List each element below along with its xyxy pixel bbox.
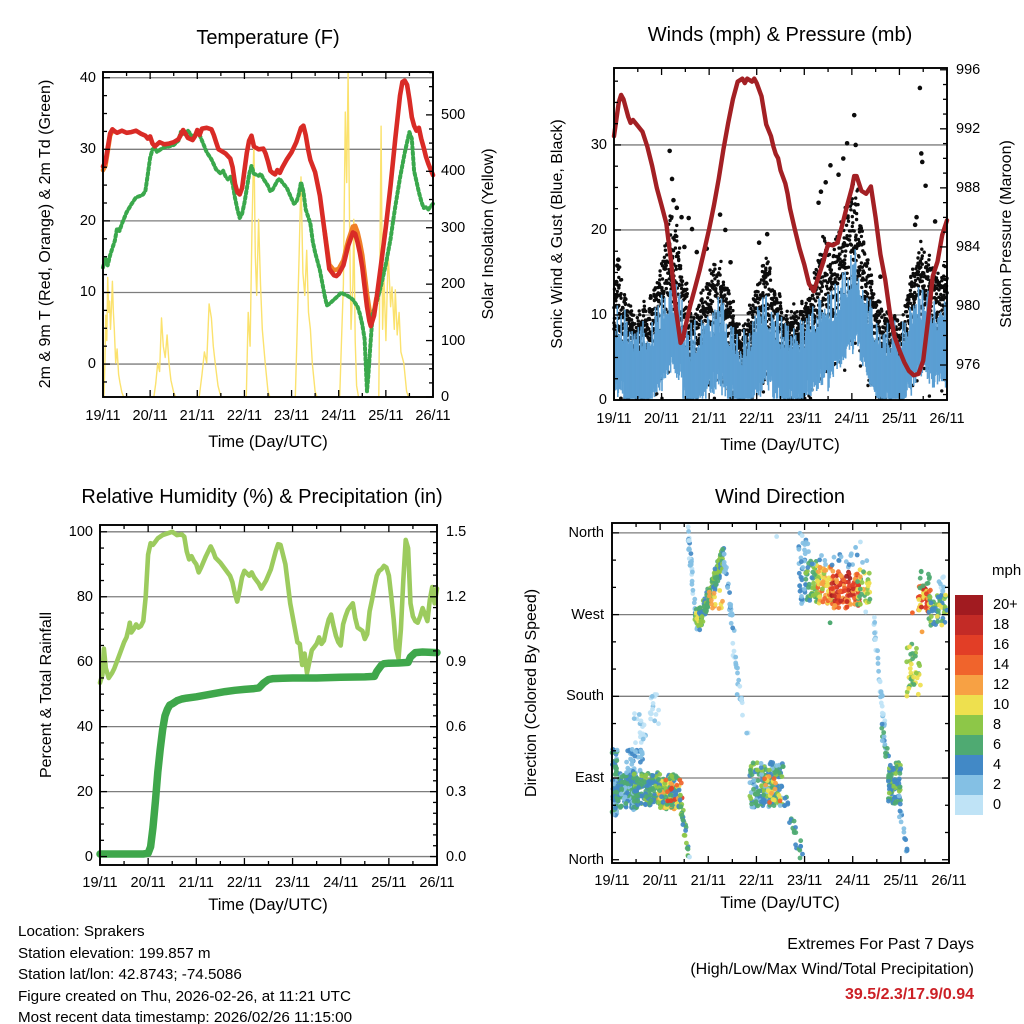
ytick-direction: North <box>568 524 604 541</box>
ytick-pressure: 976 <box>956 357 981 373</box>
xtick-winds: 20/11 <box>643 411 680 427</box>
xlabel-temperature: Time (Day/UTC) <box>208 433 328 451</box>
colorbar-tick: 12 <box>993 677 1010 693</box>
ytick-percent: 60 <box>76 653 93 670</box>
title-winds: Winds (mph) & Pressure (mb) <box>647 24 913 46</box>
xtick-humidity: 20/11 <box>130 875 166 891</box>
ylabel-humidity-left: Percent & Total Rainfall <box>38 611 55 779</box>
colorbar-segment <box>955 595 983 615</box>
xtick-winds: 19/11 <box>596 411 632 427</box>
wind-direction-plot <box>610 523 950 863</box>
colorbar-tick: 16 <box>993 637 1010 653</box>
station-location: Location: Sprakers <box>18 923 145 940</box>
title-temperature: Temperature (F) <box>196 27 340 49</box>
ytick-direction: East <box>574 770 604 787</box>
ytick-wind: 30 <box>590 136 607 153</box>
xtick-direction: 19/11 <box>594 873 630 889</box>
ytick-wind: 0 <box>598 392 607 408</box>
xtick-temp: 22/11 <box>226 408 263 424</box>
ytick-pressure: 992 <box>956 120 981 137</box>
xtick-humidity: 23/11 <box>274 875 311 891</box>
station-elevation: Station elevation: 199.857 m <box>18 944 211 962</box>
ytick-solar: 0 <box>441 389 450 405</box>
xtick-winds: 22/11 <box>739 411 775 427</box>
colorbar-tick: 18 <box>993 617 1010 633</box>
ytick-solar: 100 <box>441 332 466 349</box>
colorbar-tick: 8 <box>993 717 1002 733</box>
colorbar-segment <box>955 655 983 675</box>
winds-plot <box>612 68 948 400</box>
xtick-winds: 23/11 <box>786 411 822 427</box>
xtick-direction: 21/11 <box>690 873 726 889</box>
extremes-title: Extremes For Past 7 Days <box>787 936 974 953</box>
ytick-percent: 100 <box>68 523 93 540</box>
colorbar-tick: 0 <box>993 797 1002 813</box>
ytick-temp: 0 <box>87 356 96 373</box>
colorbar-segment <box>955 675 983 695</box>
xtick-temp: 25/11 <box>368 408 404 424</box>
ytick-inches: 0.9 <box>446 653 467 670</box>
colorbar-tick: 14 <box>993 657 1010 673</box>
xtick-direction: 23/11 <box>786 873 823 889</box>
extremes-subtitle: (High/Low/Max Wind/Total Precipitation) <box>690 961 974 978</box>
xtick-direction: 20/11 <box>642 873 678 889</box>
ytick-pressure: 988 <box>956 179 981 196</box>
xtick-winds: 21/11 <box>691 411 727 427</box>
ylabel-winds-left: Sonic Wind & Gust (Blue, Black) <box>549 119 566 349</box>
ytick-inches: 1.2 <box>446 588 467 605</box>
data-timestamp: Most recent data timestamp: 2026/02/26 11:15:00 <box>18 1009 353 1024</box>
ytick-inches: 1.5 <box>446 523 467 540</box>
colorbar-segment <box>955 635 983 655</box>
xtick-winds: 25/11 <box>881 411 918 427</box>
ytick-direction: West <box>571 606 604 623</box>
ytick-inches: 0.0 <box>446 848 467 865</box>
ytick-solar: 200 <box>441 276 466 293</box>
ytick-direction: North <box>568 851 604 868</box>
ytick-inches: 0.3 <box>446 783 467 800</box>
extremes-values: 39.5/2.3/17.9/0.94 <box>845 986 974 1003</box>
colorbar-segment <box>955 755 983 775</box>
station-info <box>18 921 352 1024</box>
ytick-percent: 0 <box>84 848 93 865</box>
xtick-humidity: 26/11 <box>419 875 455 891</box>
humidity-plot <box>100 525 437 865</box>
extremes-summary <box>690 932 974 1007</box>
xtick-winds: 24/11 <box>834 411 870 427</box>
ytick-inches: 0.6 <box>446 718 467 735</box>
xlabel-wind-direction: Time (Day/UTC) <box>720 894 840 912</box>
colorbar-segment <box>955 795 983 815</box>
colorbar-tick: 10 <box>993 697 1010 713</box>
ytick-solar: 300 <box>441 219 466 236</box>
colorbar-segment <box>955 735 983 755</box>
title-wind-direction: Wind Direction <box>714 486 846 508</box>
figure-created: Figure created on Thu, 2026-02-26, at 11:21 UTC <box>18 987 351 1005</box>
xtick-humidity: 24/11 <box>323 875 359 891</box>
xtick-humidity: 21/11 <box>178 875 214 891</box>
ytick-temp: 20 <box>79 212 96 229</box>
ytick-temp: 10 <box>79 284 96 301</box>
ytick-wind: 10 <box>590 306 607 323</box>
xtick-humidity: 22/11 <box>226 875 263 891</box>
xlabel-winds: Time (Day/UTC) <box>720 436 840 454</box>
ytick-wind: 20 <box>590 221 607 238</box>
xtick-direction: 26/11 <box>931 873 967 889</box>
xtick-direction: 22/11 <box>738 873 775 889</box>
ytick-percent: 20 <box>76 783 93 800</box>
xtick-direction: 24/11 <box>835 873 871 889</box>
ytick-percent: 40 <box>76 718 93 735</box>
ylabel-wind-direction-left: Direction (Colored By Speed) <box>523 588 540 798</box>
ytick-temp: 40 <box>79 69 96 86</box>
ytick-direction: South <box>566 688 604 705</box>
xtick-temp: 19/11 <box>85 408 121 424</box>
ytick-solar: 400 <box>441 163 466 180</box>
ytick-pressure: 984 <box>956 238 981 255</box>
colorbar-tick: 4 <box>993 757 1002 773</box>
xlabel-humidity: Time (Day/UTC) <box>208 896 328 914</box>
title-humidity: Relative Humidity (%) & Precipitation (in) <box>81 486 443 508</box>
ytick-temp: 30 <box>79 141 96 158</box>
colorbar-tick: 2 <box>993 777 1002 793</box>
xtick-humidity: 19/11 <box>82 875 118 891</box>
xtick-winds: 26/11 <box>929 411 965 427</box>
xtick-temp: 21/11 <box>179 408 215 424</box>
colorbar-tick: 6 <box>993 737 1002 753</box>
colorbar-segment <box>955 775 983 795</box>
colorbar-segment <box>955 615 983 635</box>
colorbar-segment <box>955 695 983 715</box>
station-latlon: Station lat/lon: 42.8743; -74.5086 <box>18 966 242 983</box>
colorbar-tick: 20+ <box>993 597 1018 613</box>
xtick-humidity: 25/11 <box>371 875 407 891</box>
ytick-percent: 80 <box>76 588 93 605</box>
xtick-temp: 20/11 <box>132 408 168 424</box>
xtick-temp: 23/11 <box>273 408 310 424</box>
ytick-pressure: 996 <box>956 61 981 78</box>
colorbar-segment <box>955 715 983 735</box>
xtick-direction: 25/11 <box>883 873 919 889</box>
xtick-temp: 26/11 <box>415 408 451 424</box>
ylabel-winds-right: Station Pressure (Maroon) <box>998 140 1015 328</box>
ytick-pressure: 980 <box>956 297 981 314</box>
colorbar-title: mph <box>992 562 1022 579</box>
xtick-temp: 24/11 <box>321 408 357 424</box>
ylabel-temperature-right: Solar Insolation (Yellow) <box>480 148 497 320</box>
ylabel-temperature-left: 2m & 9m T (Red, Orange) & 2m Td (Green) <box>37 79 54 389</box>
temperature-plot <box>103 72 433 397</box>
ytick-solar: 500 <box>441 106 466 123</box>
